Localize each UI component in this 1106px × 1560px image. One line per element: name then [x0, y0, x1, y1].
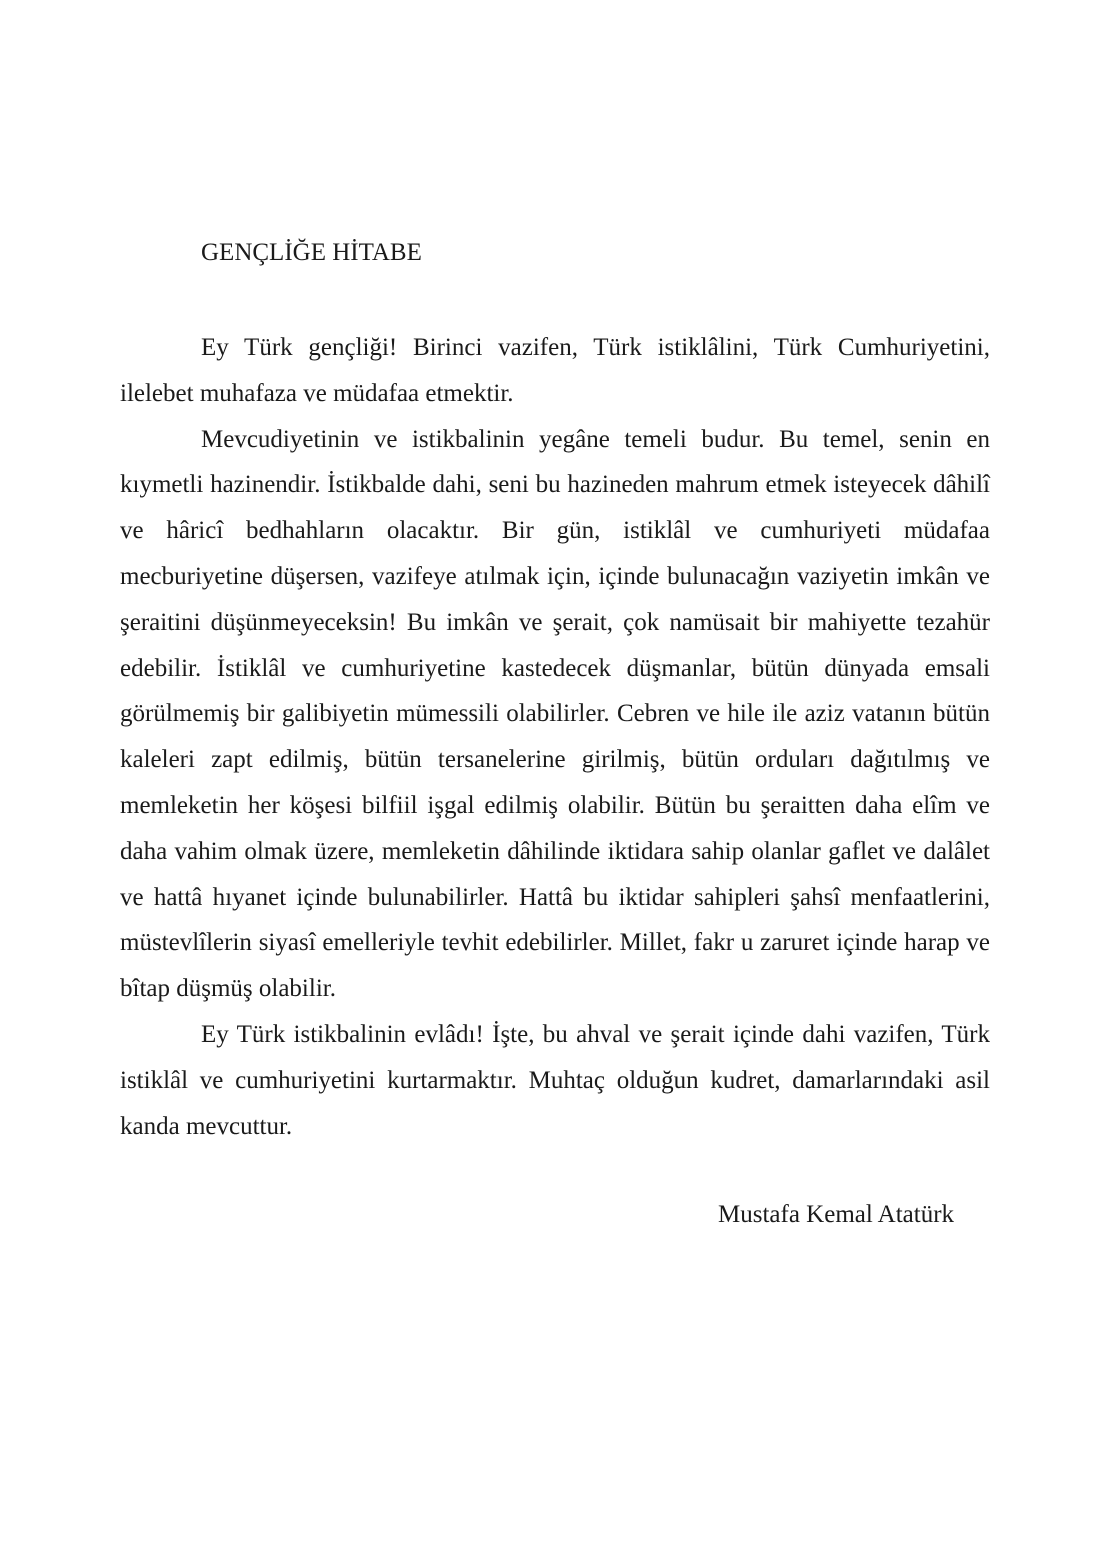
document-title: GENÇLİĞE HİTABE: [201, 239, 422, 266]
paragraph-3: Ey Türk istikbalinin evlâdı! İşte, bu ahval ve şerait içinde dahi vazifen, Türk istiklâl ve cumhuriyetini kurtarmaktır. Muhtaç olduğun kudret, damarlarındaki asil kanda mevcuttur.: [120, 1020, 990, 1140]
paragraph-1: Ey Türk gençliği! Birinci vazifen, Türk istiklâlini, Türk Cumhuriyetini, ilelebet muhafaza ve müdafaa etmektir.: [120, 334, 990, 407]
author-signature: Mustafa Kemal Atatürk: [718, 1201, 955, 1228]
document-body: [120, 325, 990, 1149]
paragraph-2: Mevcudiyetinin ve istikbalinin yegâne temeli budur. Bu temel, senin en kıymetli hazinendir. İstikbalde dahi, seni bu hazineden mahrum etmek isteyecek dâhilî ve hâricî bedhahların olacaktır. Bir gün, istiklâl ve cumhuriyeti müdafaa mecburiyetine düşersen, vazifeye atılmak için, içinde bulunacağın vaziyetin imkân ve şeraitini düşünmeyeceksin! Bu imkân ve şerait, çok namüsait bir mahiyette tezahür edebilir. İstiklâl ve cumhuriyetine kastedecek düşmanlar, bütün dünyada emsali görülmemiş bir galibiyetin mümessili olabilirler. Cebren ve hile ile aziz vatanın bütün kaleleri zapt edilmiş, bütün tersanelerine girilmiş, bütün orduları dağıtılmış ve memleketin her köşesi bilfiil işgal edilmiş olabilir. Bütün bu şeraitten daha elîm ve daha vahim olmak üzere, memleketin dâhilinde iktidara sahip olanlar gaflet ve dalâlet ve hattâ hıyanet içinde bulunabilirler. Hattâ bu iktidar sahipleri şahsî menfaatlerini, müstevlîlerin siyasî emelleriyle tevhit edebilirler. Millet, fakr u zaruret içinde harap ve bîtap düşmüş olabilir.: [120, 425, 990, 1003]
